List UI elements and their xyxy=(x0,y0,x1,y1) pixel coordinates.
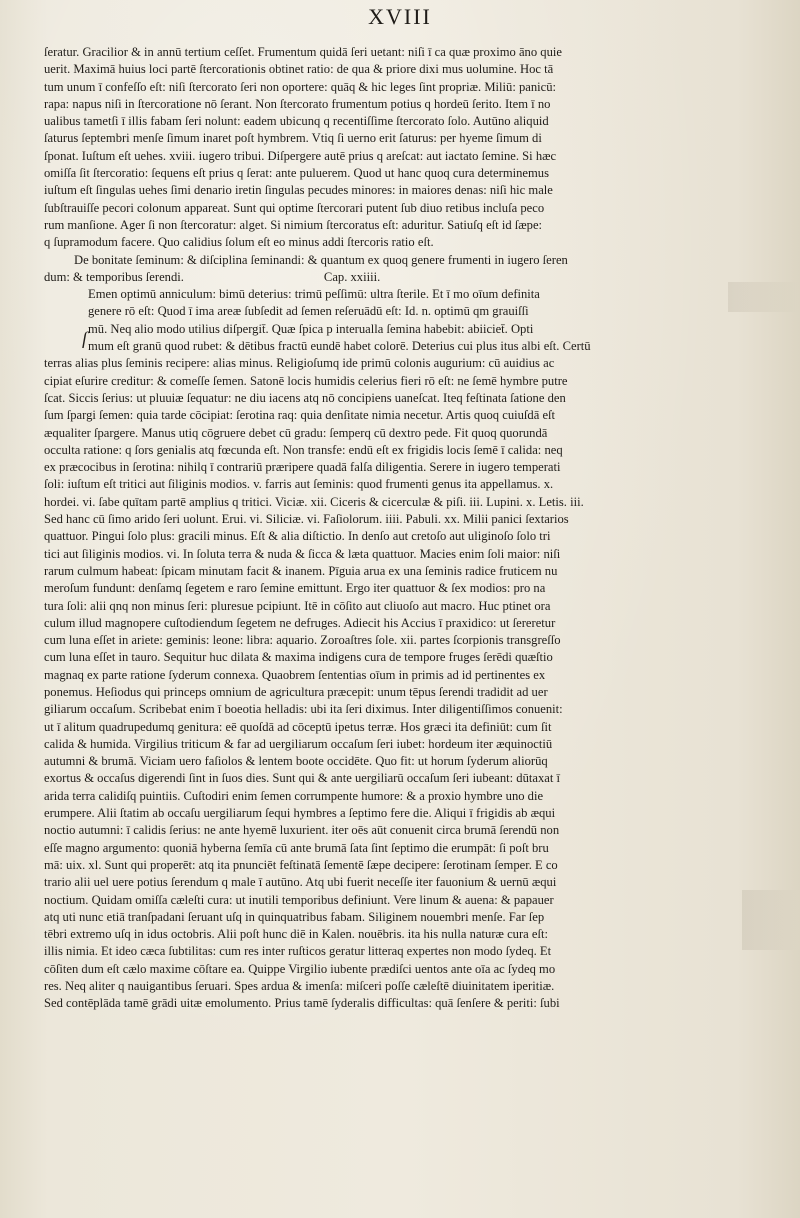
text-line: trario alii uel uere potius ſerendum q male ī autūno. Atq ubi fuerit neceſſe iter fauonium & uernū æqui xyxy=(44,875,557,890)
text-line: q ſupramodum facere. Quo calidius ſolum eſt eo minus addi ſtercoris ratio eſt. xyxy=(44,235,434,250)
text-line: rarum culmum habeat: ſpicam minutam facit & inanem. Pīguia arua ex una ſeminis radice fruticem nu xyxy=(44,563,558,578)
text-line: meroſum fundunt: denſamq ſegetem e raro ſemine emittunt. Ergo iter quattuor & ſex modios: pro na xyxy=(44,581,546,596)
text-line: ponemus. Heſiodus qui princeps omnium de agricultura præcepit: unum tēpus ſerendi tradidit ad uer xyxy=(44,684,548,699)
text-line: ſaturus ſeptembri menſe ſimum inaret poſt hymbrem. Vtiq ſi uerno erit ſaturus: per hyeme ſimum di xyxy=(44,131,542,146)
text-line: autumni & brumā. Viciam uero faſiolos & lentem boote occidēte. Quo fit: ut horum ſyderum aliorūq xyxy=(44,754,548,769)
text-line: mum eſt granū quod rubet: & dētibus fractū eundē habet colorē. Deterius cui plus itus albi eſt. Certū xyxy=(88,339,591,354)
text-line: magnaq ex parte ratione ſyderum connexa. Quaobrem ſententias oīum in primis ad id pertinentes ex xyxy=(44,667,546,682)
text-line: arida terra calidiſq puintiis. Cuſtodiri enim ſemen corrumpente humore: & a proxio hymbre uno die xyxy=(44,788,544,803)
text-line: cōſiten dum eſt cælo maxime cōſtare ea. Quippe Virgilio iubente prædiſci uentos ante oīa ac ſydeq mo xyxy=(44,961,556,976)
marginal-mark: ſ xyxy=(82,328,88,348)
text-line: mū. Neq alio modo utilius diſpergit̄. Quæ ſpica p interualla ſemina habebit: abiiciet̄. Opti xyxy=(88,321,534,336)
text-line: cum luna eſſet in ariete: geminis: leone: libra: aquario. Zoroaſtres ſole. xii. partes ſcorpionis transgreſſo xyxy=(44,633,561,648)
text-line: uerit. Maximā huius loci partē ſtercorationis obtinet ratio: de qua & priore dixi mus uolumine. Hoc tā xyxy=(44,62,554,77)
text-line: hordei. vi. ſabe quītam partē amplius q tritici. Viciæ. xii. Ciceris & cicerculæ & piſi. iii. Lupini. x. Letis. iii. xyxy=(44,494,584,509)
text-line: ſponat. Iuſtum eſt uehes. xviii. iugero tribui. Diſpergere autē prius q areſcat: aut iactato ſemine. Si hæc xyxy=(44,148,557,163)
text-block-manure xyxy=(44,44,724,252)
text-line: terras alias plus ſeminis recipere: alias minus. Religioſumq ide primū colonis augurium: cū auidius ac xyxy=(44,356,555,371)
text-line: tēbri extremo uſq in idus octobris. Alii poſt hunc diē in Kalen. nouēbris. ita his nulla naturæ cura eſt: xyxy=(44,927,549,942)
text-line: illis nimia. Et ideo cæca ſubtilitas: cum res inter ruſticos geratur litteraq expertes non modo ſydeq. Et xyxy=(44,944,552,959)
bleed-through-stain xyxy=(728,282,798,312)
text-line: Emen optimū anniculum: bimū deterius: trimū peſſimū: ultra ſterile. Et ī mo oīum definita xyxy=(88,287,540,302)
text-line: tum unum ī confeſſo eſt: niſi ſtercorato ſeri non oportere: quāq & hic leges ſint propriæ. Miliū: panicū: xyxy=(44,79,557,94)
chapter-heading-text: dum: & temporibus ſerendi. xyxy=(44,269,184,284)
text-line: cipiat eſurire creditur: & comeſſe ſemen. Satonē locis humidis celerius fieri rō eſt: ne ſemē hymbre putre xyxy=(44,373,568,388)
chapter-heading-line-2 xyxy=(44,269,724,286)
text-line: ſcat. Siccis ſerius: ut pluuiæ ſequatur: ne diu iacens atq nō concipiens uaneſcat. Iteq feſtinata ſatione den xyxy=(44,390,566,405)
text-line: exortus & occaſus digerendi ſint in ſuos dies. Sunt qui & ante uergiliarū occaſum ſeri iubeant: dūtaxat ī xyxy=(44,771,560,786)
text-line: eſſe magno argumento: quoniā hyberna ſemīa cū ante brumā ſata ſint ſeptimo die erumpāt: ſi poſt bru xyxy=(44,840,549,855)
text-line: Sed contēplāda tamē grādi uitæ emolumento. Prius tamē ſyderalis difficultas: quā ſenſere & periti: ſubi xyxy=(44,996,560,1011)
text-line: res. Neq aliter q nauigantibus ſeruari. Spes ardua & imenſa: miſceri poſſe cæleſtē diuinitatem iperitiæ. xyxy=(44,979,555,994)
page-text xyxy=(44,44,724,1013)
text-line: ſeratur. Gracilior & in annū tertium ceſſet. Frumentum quidā ſeri uetant: niſi ī ca quæ proximo āno quie xyxy=(44,45,562,59)
text-line: cum luna eſſet in tauro. Sequitur huc dilata & maxima indigens cura de tempore fruges ſerēdi quæſtio xyxy=(44,650,553,665)
text-line: ut ī alitum quadrupedumq genitura: eē quoſdā ad cōceptū ipetus terræ. Hos græci ita definiūt: cum ſit xyxy=(44,719,552,734)
chapter-heading-line: De bonitate ſeminum: & diſciplina ſeminandi: & quantum ex quoq genere frumenti in iugero ſeren xyxy=(74,252,568,267)
text-line: ſubſtrauiſſe pecori colonum appareat. Sunt qui optime ſtercorari putent ſub diuo retibus incluſa peco xyxy=(44,200,545,215)
text-line: rum manſione. Ager ſi non ſtercoratur: alget. Si nimium ſtercoratus eſt: aduritur. Satiuſq eſt id ſæpe: xyxy=(44,217,543,232)
text-line: æqualiter ſpargere. Manus utiq cōgruere debet cū gradu: ſemperq cū dextro pede. Fit quoq quorundā xyxy=(44,425,548,440)
text-line: culum illud magnopere cuſtodiendum ſegetem ne defruges. Adiecit his Accius ī praxidico: ut ſereretur xyxy=(44,615,556,630)
text-line: atq uti nunc etiā tranſpadani ſeruant uſq in quinquatribus fabam. Siliginem nouembri menſe. Far ſep xyxy=(44,909,545,924)
text-line: mā: uix. xl. Sunt qui properēt: atq ita pnunciēt feſtinatā ſementē ſæpe decipere: ſerotinam ſemper. E co xyxy=(44,857,558,872)
text-line: occulta ratione: q ſors genialis atq fœcunda eſt. Non transfe: endū eſt ex frigidis locis ſemē ī calida: neq xyxy=(44,442,563,457)
text-line: erumpere. Alii ſtatim ab occaſu uergiliarum ſequi hymbres a ſeptimo fere die. Aliqui ī frigidis ab æqui xyxy=(44,806,556,821)
text-line: iuſtum eſt ſingulas uehes ſimi denario iretin ſingulas pecudes minores: in maiores denas: niſi hic male xyxy=(44,183,553,198)
text-line: ſum ſpargi ſemen: quia tarde cōcipiat: ſerotina raq: quia denſitate nimia necetur. Artis quoq cuiuſdā eſt xyxy=(44,408,556,423)
chapter-label: Cap. xxiiii. xyxy=(323,269,381,284)
text-line: Sed hanc cū ſimo arido ſeri uolunt. Erui. vi. Siliciæ. vi. Faſiolorum. iiii. Pabuli. xx. Milii panici ſextarios xyxy=(44,512,569,527)
text-line: genere rō eſt: Quod ī ima areæ ſubſedit ad ſemen reſeruādū eſt: Id. n. optimū qm grauiſſi xyxy=(88,304,529,319)
text-line: noctium. Quidam omiſſa cæleſti cura: ut inutili temporibus definiunt. Vere linum & auena: & papauer xyxy=(44,892,554,907)
text-line: ualibus tametſi ī illis fabam ſeri nolunt: eadem ubicunq q recentiſſime ſtercorato ſolo. Autūno aliquid xyxy=(44,114,549,129)
text-line: omiſſa ſit ſtercoratio: ſequens eſt prius q ſerat: ante puluerem. Quod ut hanc quoq cura determinemus xyxy=(44,166,549,181)
folio-number: XVIII xyxy=(368,4,432,29)
text-line: ſoli: iuſtum eſt tritici aut ſiliginis modios. v. farris aut ſeminis: quod frumenti genus ita appellamus. x. xyxy=(44,477,554,492)
text-line: ex præcocibus in ſerotina: nihilq ī contrariū præripere quadā falſa diligentia. Serere in iugero temperati xyxy=(44,460,561,475)
text-line: rapa: napus niſi in ſtercoratione nō ſerant. Non ſtercorato frumentum potius q hordeū ſerito. Item ī no xyxy=(44,96,551,111)
text-block-seeds xyxy=(44,286,724,1012)
text-line: quattuor. Pingui ſolo plus: gracili minus. Eſt & alia diſtictio. In denſo aut cretoſo aut uliginoſo ſolo tri xyxy=(44,529,551,544)
bleed-through-stain xyxy=(742,890,798,950)
text-line: calida & humida. Virgilius triticum & far ad uergiliarum occaſum ſeri iubet: hordeum iter æquinoctiū xyxy=(44,736,553,751)
text-line: giliarum occaſum. Scribebat enim ī boeotia helladis: ubi ita ſeri diximus. Inter diligentiſſimos conuenit: xyxy=(44,702,563,717)
text-line: tici aut ſiliginis modios. vi. In ſoluta terra & nuda & ſicca & læta quattuor. Macies enim ſoli maior: niſi xyxy=(44,546,561,561)
text-line: noctio autumni: ī calidis ſerius: ne ante hyemē luxurient. iter oēs aūt conuenit circa brumā ſerendū non xyxy=(44,823,560,838)
text-line: tura ſoli: alii qnq non minus ſeri: pluresue pcipiunt. Itē in cōſito aut cliuoſo aut macro. Huc ptinet ora xyxy=(44,598,551,613)
